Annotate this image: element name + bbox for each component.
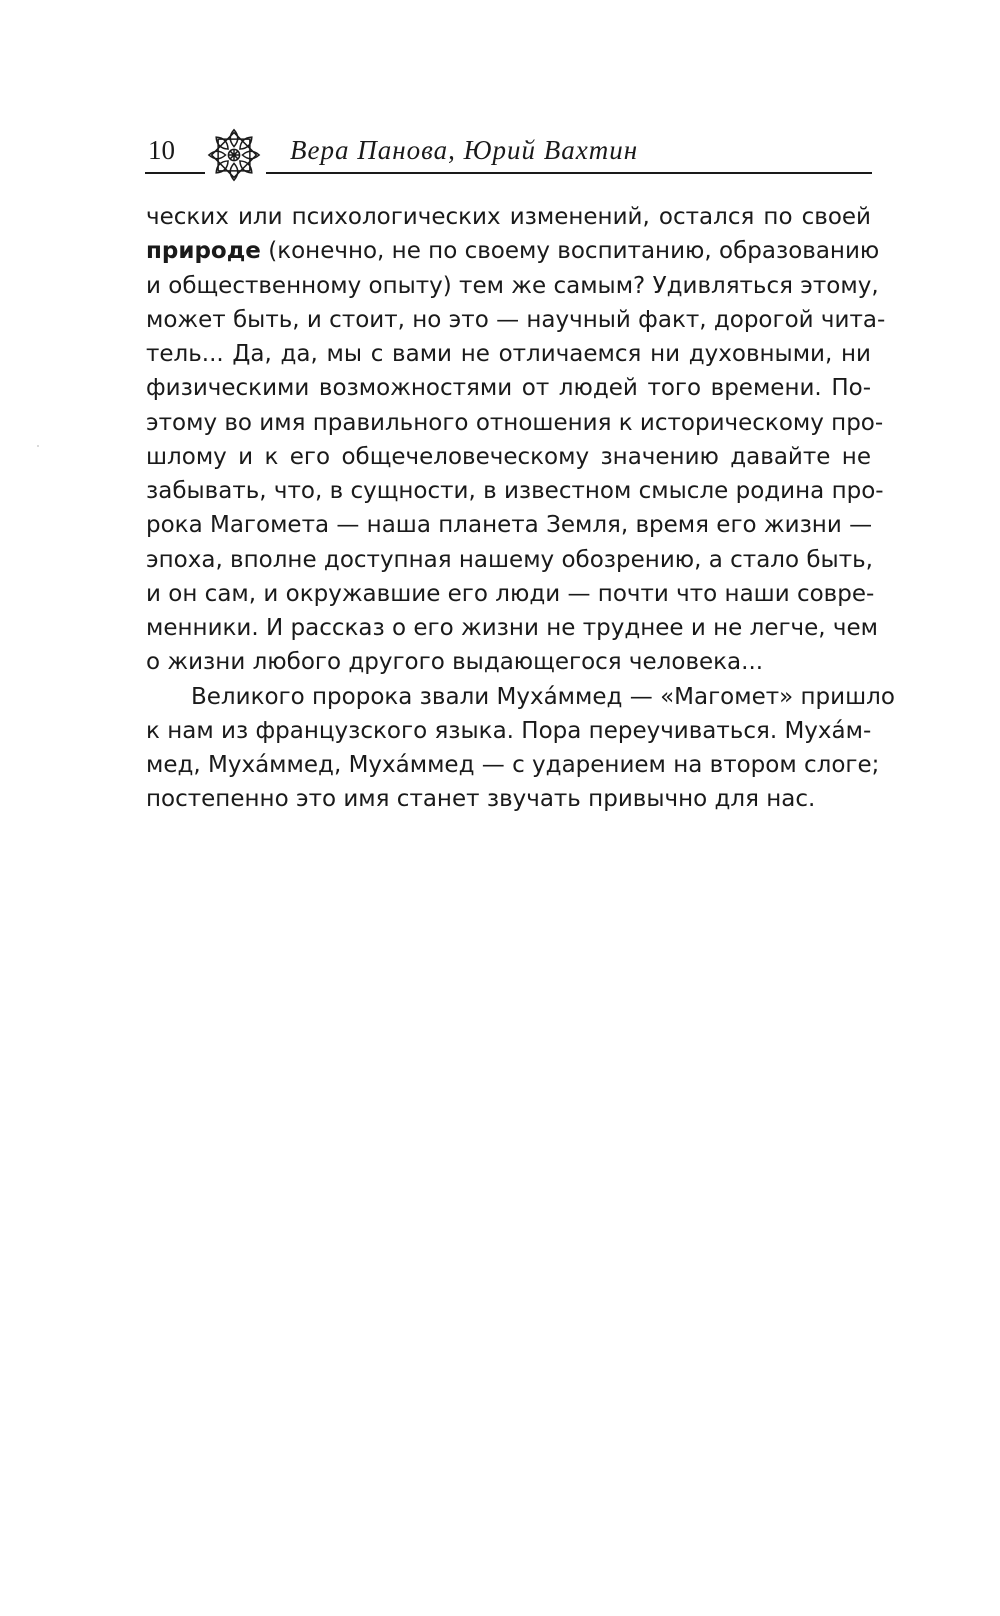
body-text xyxy=(146,200,895,817)
emphasized-word: природе xyxy=(146,238,261,265)
text-line: к нам из французского языка. Пора переучиваться. Мухáм- xyxy=(146,717,872,744)
running-title: Вера Панова, Юрий Вахтин xyxy=(290,135,639,165)
text-line: этому во имя правильного отношения к историческому про- xyxy=(146,409,884,436)
text-line: и он сам, и окружавшие его люди — почти что наши совре- xyxy=(146,580,875,607)
header-rule-left xyxy=(145,172,205,174)
running-head xyxy=(145,125,872,185)
text-line: забывать, что, в сущности, в известном смысле родина про- xyxy=(146,478,884,504)
text-line: может быть, и стоит, но это — научный факт, дорогой чита- xyxy=(146,306,886,333)
paragraph-2 xyxy=(146,680,895,817)
text-line: ческих или психологических изменений, остался по своей xyxy=(146,204,871,230)
page-number: 10 xyxy=(148,135,175,165)
paragraph-1 xyxy=(146,200,886,680)
text-line: менники. И рассказ о его жизни не труднее и не легче, чем xyxy=(146,615,879,641)
text-line: мед, Мухáммед, Мухáммед — с ударением на втором слоге; xyxy=(146,752,880,778)
text-line xyxy=(146,234,880,268)
text-line: физическими возможностями от людей того времени. По- xyxy=(146,375,871,402)
floral-ornament-icon xyxy=(206,127,262,183)
text-line: о жизни любого другого выдающегося человека... xyxy=(146,649,764,676)
margin-speck xyxy=(37,445,39,447)
text-line: и общественному опыту) тем же самым? Удивляться этому, xyxy=(146,272,879,299)
text-line: эпоха, вполне доступная нашему обозрению, а стало быть, xyxy=(146,546,873,573)
header-rule-right xyxy=(266,172,872,174)
text-line: шлому и к его общечеловеческому значению давайте не xyxy=(146,443,871,470)
text-line-rest: (конечно, не по своему воспитанию, образованию xyxy=(268,238,880,265)
text-line: рока Магомета — наша планета Земля, время его жизни — xyxy=(146,512,873,539)
text-line: постепенно это имя станет звучать привычно для нас. xyxy=(146,786,816,813)
text-line: тель... Да, да, мы с вами не отличаемся ни духовными, ни xyxy=(146,341,871,367)
text-line: Великого пророка звали Мухáммед — «Магомет» пришло xyxy=(191,683,895,710)
